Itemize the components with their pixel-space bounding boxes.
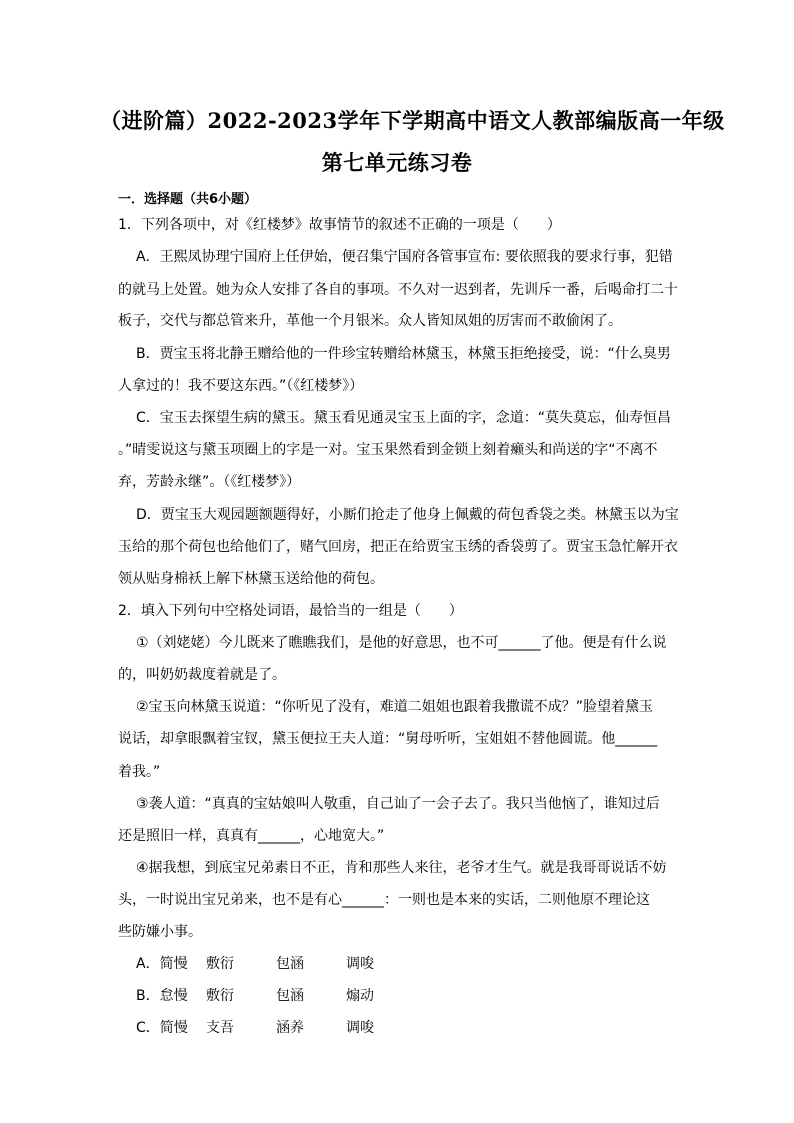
question-1-stem: 1．下列各项中，对《红楼梦》故事情节的叙述不正确的一项是（ ） xyxy=(118,217,561,233)
page-title-line1: （进阶篇）2022-2023学年下学期高中语文人教部编版高一年级 xyxy=(100,108,725,133)
q2-option-c xyxy=(136,1018,416,1038)
q1-option-d-line: D．贾宝玉大观园题额题得好，小厮们抢走了他身上佩戴的荷包香袋之类。林黛玉以为宝 xyxy=(136,507,679,523)
option-word: 调唆 xyxy=(346,1020,374,1036)
option-word: 敷衍 xyxy=(206,956,234,972)
question-2-stem: 2．填入下列句中空格处词语，最恰当的一组是（ ） xyxy=(118,603,463,619)
option-label: A．简慢 xyxy=(136,956,188,972)
q1-option-c-line: C．宝玉去探望生病的黛玉。黛玉看见通灵宝玉上面的字，念道：“莫失莫忘，仙寿恒昌 xyxy=(136,410,672,426)
q1-option-d-line: 领从贴身棉袄上解下林黛玉送给他的荷包。 xyxy=(118,571,384,587)
q1-option-c-line: 弃，芳龄永继”。（《红楼梦》） xyxy=(118,474,301,490)
q2-passage-3-line: ③袭人道：“真真的宝姑娘叫人敬重，自己讪了一会子去了。我只当他恼了，谁知过后 xyxy=(136,796,660,812)
q2-option-a xyxy=(136,954,416,974)
option-label: B．怠慢 xyxy=(136,988,188,1004)
option-word: 调唆 xyxy=(346,956,374,972)
q1-option-a-line: A．王熙凤协理宁国府上任伊始，便召集宁国府各管事宣布: 要依照我的要求行事，犯错 xyxy=(136,249,673,265)
option-label: C．简慢 xyxy=(136,1020,188,1036)
q2-passage-4-line: ④据我想，到底宝兄弟素日不正，肯和那些人来往，老爷才生气。就是我哥哥说话不妨 xyxy=(136,860,667,876)
q1-option-d-line: 玉给的那个荷包也给他们了，赌气回房，把正在给贾宝玉绣的香袋剪了。贾宝玉急忙解开衣 xyxy=(118,539,678,555)
q2-passage-3-line: 还是照旧一样，真真有______，心地宽大。” xyxy=(118,828,385,844)
q2-option-b xyxy=(136,986,416,1006)
option-word: 包涵 xyxy=(276,956,304,972)
q2-passage-4-line: 头，一时说出宝兄弟来，也不是有心______：一则也是本来的实话，二则他原不理论这 xyxy=(118,892,650,908)
option-word: 包涵 xyxy=(276,988,304,1004)
page-title-line2: 第七单元练习卷 xyxy=(321,150,473,175)
q1-option-b-line: B．贾宝玉将北静王赠给他的一件珍宝转赠给林黛玉，林黛玉拒绝接受，说：“什么臭男 xyxy=(136,346,671,362)
q2-passage-1-line: ①（刘姥姥）今儿既来了瞧瞧我们，是他的好意思，也不可______了他。便是有什么说 xyxy=(136,635,667,651)
q2-passage-4-line: 些防嫌小事。 xyxy=(118,924,202,940)
option-word: 煽动 xyxy=(346,988,374,1004)
q1-option-c-line: 。”晴雯说这与黛玉项圈上的字是一对。宝玉果然看到金锁上刻着癞头和尚送的字“不离不 xyxy=(118,442,658,458)
q2-passage-1-line: 的，叫奶奶裁度着就是了。 xyxy=(118,667,286,683)
option-word: 支吾 xyxy=(206,1020,234,1036)
q1-option-b-line: 人拿过的！我不要这东西。”（《红楼梦》） xyxy=(118,378,364,394)
option-word: 敷衍 xyxy=(206,988,234,1004)
q2-passage-2-line: ②宝玉向林黛玉说道：“你听见了没有，难道二姐姐也跟着我撒谎不成？”脸望着黛玉 xyxy=(136,699,654,715)
section-heading: 一．选择题（共6小题） xyxy=(118,192,258,207)
q1-option-a-line: 的就马上处置。她为众人安排了各自的事项。不久对一迟到者，先训斥一番，后喝命打二十 xyxy=(118,282,678,298)
q2-passage-2-line: 说话，却拿眼飘着宝钗，黛玉便拉王夫人道：“舅母听听，宝姐姐不替他圆谎。他______ xyxy=(118,731,658,747)
q2-passage-2-line: 着我。” xyxy=(118,764,161,780)
q1-option-a-line: 板子，交代与都总管来升，革他一个月银米。众人皆知凤姐的厉害而不敢偷闲了。 xyxy=(118,313,622,329)
option-word: 涵养 xyxy=(276,1020,304,1036)
